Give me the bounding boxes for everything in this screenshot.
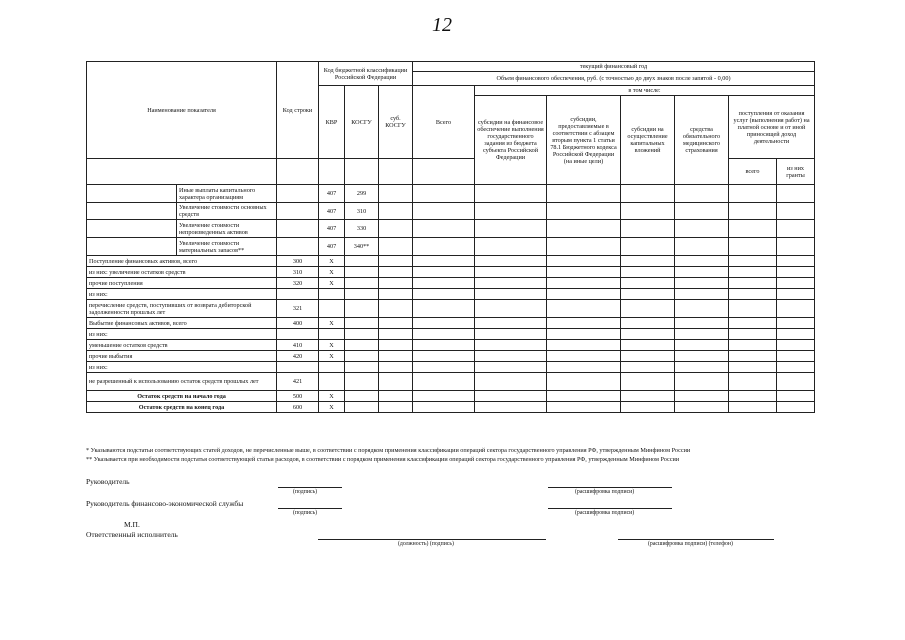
row-value-cell [379,362,413,373]
row-name: из них: увеличение остатков средств [87,267,277,278]
header-including: в том числе: [475,86,815,96]
row-value-cell [475,300,547,318]
row-value-cell [379,391,413,402]
executor-label: Ответственный исполнитель [86,530,178,539]
row-value-cell [621,373,675,391]
row-code: 421 [277,373,319,391]
row-value-cell [547,402,621,413]
header-sub2: субсидии, предоставляемые в соответствии с абзацем вторым пункта 1 статьи 78.1 Бюджетного кодекса Российской Федерации (на иные цели) [547,96,621,185]
row-value-cell [777,267,815,278]
row-value-cell [777,329,815,340]
row-spacer [87,220,177,238]
row-value-cell [547,373,621,391]
row-value-cell [621,203,675,220]
row-value-cell [621,329,675,340]
header-total: Всего [413,86,475,159]
row-kvr: X [319,391,345,402]
row-spacer [87,203,177,220]
row-value-cell [729,289,777,300]
row-kosgu [345,256,379,267]
footnote-2: ** Указывается при необходимости подстатья соответствующей статьи расходов, в соответствии с порядком применения классификации операций сектора государственного управления РФ, утвержденным Минфином России [86,456,680,463]
header-income-total: всего [729,159,777,185]
row-name: Иные выплаты капитального характера организациям [177,185,277,203]
row-value-cell [475,391,547,402]
row-kosgu [345,289,379,300]
row-kvr: X [319,278,345,289]
row-value-cell [777,203,815,220]
row-kvr: X [319,267,345,278]
row-name: Увеличение стоимости материальных запасов** [177,238,277,256]
row-kvr [319,300,345,318]
executor-sign-caption: (должность) (подпись) [398,541,454,547]
page-number: 12 [432,14,452,36]
row-value-cell [675,185,729,203]
row-value-cell [621,267,675,278]
row-value-cell [729,185,777,203]
row-value-cell [675,256,729,267]
row-value-cell [379,289,413,300]
row-value-cell [675,340,729,351]
row-value-cell [547,351,621,362]
row-value-cell [777,256,815,267]
row-name: из них: [87,362,277,373]
row-name: Поступление финансовых активов, всего [87,256,277,267]
row-value-cell [675,318,729,329]
header-income-grants: из них гранты [777,159,815,185]
executor-sign-line [318,539,546,540]
row-code: 420 [277,351,319,362]
row-code [277,329,319,340]
row-value-cell [675,278,729,289]
row-value-cell [675,220,729,238]
row-value-cell [379,300,413,318]
header-budget-class: Код бюджетной классификации Российской Федерации [319,62,413,86]
row-value-cell [675,267,729,278]
row-kosgu [345,278,379,289]
row-kvr [319,362,345,373]
row-value-cell [547,300,621,318]
row-kosgu [345,402,379,413]
row-value-cell [675,351,729,362]
row-value-cell [729,256,777,267]
row-value-cell [621,256,675,267]
row-value-cell [547,220,621,238]
row-value-cell [379,373,413,391]
row-value-cell [413,220,475,238]
row-spacer [87,185,177,203]
row-value-cell [547,391,621,402]
table-row [87,329,815,340]
row-code: 320 [277,278,319,289]
header-volume: Объем финансового обеспечения, руб. (с точностью до двух знаков после запятой - 0,00) [413,72,815,86]
header-income: поступления от оказания услуг (выполнения работ) на платной основе и от иной приносящей доход деятельности [729,96,815,159]
row-value-cell [547,185,621,203]
table-row [87,373,815,391]
row-value-cell [777,318,815,329]
head-sign-caption: (подпись) [293,489,318,495]
row-value-cell [675,402,729,413]
table-row [87,238,815,256]
row-value-cell [621,402,675,413]
row-value-cell [413,185,475,203]
row-value-cell [729,362,777,373]
header-current-year: текущий финансовый год [413,62,815,72]
row-value-cell [475,278,547,289]
row-value-cell [379,185,413,203]
fin-sign-line [278,508,342,509]
header-kvr: КВР [319,86,345,159]
row-value-cell [547,203,621,220]
row-value-cell [675,203,729,220]
row-code [277,238,319,256]
row-value-cell [413,256,475,267]
row-kosgu: 330 [345,220,379,238]
row-code: 500 [277,391,319,402]
row-value-cell [379,203,413,220]
row-kosgu [345,340,379,351]
row-value-cell [379,278,413,289]
row-value-cell [379,402,413,413]
table-row [87,278,815,289]
row-value-cell [621,391,675,402]
row-value-cell [729,391,777,402]
row-name: уменьшение остатков средств [87,340,277,351]
row-code: 300 [277,256,319,267]
executor-decode-line [618,539,774,540]
row-value-cell [675,362,729,373]
row-code: 310 [277,267,319,278]
row-value-cell [413,329,475,340]
row-name: прочие выбытия [87,351,277,362]
table-row [87,391,815,402]
row-value-cell [777,220,815,238]
row-value-cell [547,289,621,300]
table-row [87,203,815,220]
row-name: из них: [87,329,277,340]
row-name: из них: [87,289,277,300]
row-value-cell [475,220,547,238]
row-value-cell [475,373,547,391]
row-name: Увеличение стоимости непроизведенных активов [177,220,277,238]
row-value-cell [675,373,729,391]
row-value-cell [379,267,413,278]
row-value-cell [475,329,547,340]
row-value-cell [777,373,815,391]
row-value-cell [621,300,675,318]
row-value-cell [777,289,815,300]
row-name: Остаток средств на начало года [87,391,277,402]
row-name: не разрешенный к использованию остаток средств прошлых лет [87,373,277,391]
row-value-cell [475,256,547,267]
row-value-cell [621,289,675,300]
row-kvr [319,373,345,391]
fin-head-label: Руководитель финансово-экономической службы [86,499,244,508]
row-value-cell [675,289,729,300]
table-row [87,402,815,413]
row-value-cell [475,238,547,256]
row-code [277,220,319,238]
row-kosgu [345,351,379,362]
row-value-cell [413,373,475,391]
row-kvr: 407 [319,238,345,256]
footnote-1: * Указываются подстатьи соответствующих статей доходов, не перечисленные выше, в соответствии с порядком применения классификации операций сектора государственного управления РФ, утвержденным Минфином России [86,447,691,454]
row-value-cell [475,267,547,278]
row-kosgu [345,300,379,318]
row-kosgu: 310 [345,203,379,220]
row-value-cell [379,351,413,362]
row-value-cell [413,300,475,318]
row-value-cell [729,203,777,220]
row-value-cell [475,362,547,373]
table-row [87,220,815,238]
row-value-cell [413,340,475,351]
table-row [87,256,815,267]
row-kosgu [345,391,379,402]
header-sub3: субсидии на осуществление капитальных вложений [621,96,675,185]
row-code [277,203,319,220]
row-value-cell [413,402,475,413]
row-kosgu: 340** [345,238,379,256]
row-value-cell [379,220,413,238]
row-value-cell [413,267,475,278]
row-value-cell [413,362,475,373]
row-value-cell [475,185,547,203]
row-value-cell [475,289,547,300]
row-value-cell [777,278,815,289]
row-value-cell [729,329,777,340]
header-code: Код строки [277,62,319,159]
row-value-cell [379,329,413,340]
row-value-cell [547,340,621,351]
row-value-cell [729,318,777,329]
row-value-cell [413,238,475,256]
row-value-cell [379,340,413,351]
row-value-cell [621,318,675,329]
row-value-cell [777,300,815,318]
row-value-cell [547,238,621,256]
row-value-cell [413,278,475,289]
row-kvr: X [319,340,345,351]
row-value-cell [621,278,675,289]
plan-table [86,61,815,413]
row-value-cell [621,362,675,373]
row-value-cell [675,300,729,318]
row-value-cell [547,329,621,340]
row-value-cell [547,362,621,373]
row-kosgu: 299 [345,185,379,203]
row-value-cell [379,318,413,329]
row-code [277,185,319,203]
row-kvr: X [319,318,345,329]
row-value-cell [729,278,777,289]
row-code: 410 [277,340,319,351]
table-row [87,318,815,329]
row-value-cell [413,318,475,329]
row-value-cell [675,329,729,340]
row-value-cell [379,256,413,267]
table-row [87,362,815,373]
table-row [87,267,815,278]
row-value-cell [729,220,777,238]
row-value-cell [777,391,815,402]
head-decode-line [548,487,672,488]
row-value-cell [475,351,547,362]
row-kvr: X [319,256,345,267]
row-value-cell [621,220,675,238]
stamp-label: М.П. [124,520,140,529]
table-row [87,289,815,300]
fin-decode-caption: (расшифровка подписи) [575,510,635,516]
head-decode-caption: (расшифровка подписи) [575,489,635,495]
header-sub1: субсидии на финансовое обеспечение выполнения государственного задания из бюджета субъекта Российской Федерации [475,96,547,185]
footnotes [86,446,816,464]
header-oms: средства обязательного медицинского страхования [675,96,729,185]
row-value-cell [777,351,815,362]
row-value-cell [547,267,621,278]
row-kvr [319,329,345,340]
row-value-cell [475,340,547,351]
row-name: Увеличение стоимости основных средств [177,203,277,220]
row-value-cell [413,289,475,300]
row-name: Выбытие финансовых активов, всего [87,318,277,329]
fin-sign-caption: (подпись) [293,510,318,516]
row-kvr: X [319,402,345,413]
row-kvr: X [319,351,345,362]
row-kosgu [345,318,379,329]
row-kosgu [345,267,379,278]
row-value-cell [729,373,777,391]
row-value-cell [729,351,777,362]
head-label: Руководитель [86,477,130,486]
head-sign-line [278,487,342,488]
row-value-cell [547,256,621,267]
row-value-cell [777,238,815,256]
row-value-cell [777,402,815,413]
row-value-cell [777,362,815,373]
row-name: перечисление средств, поступивших от возврата дебиторской задолженности прошлых лет [87,300,277,318]
header-name: Наименование показателя [87,62,277,159]
row-value-cell [475,402,547,413]
row-value-cell [379,238,413,256]
row-value-cell [621,185,675,203]
row-code: 321 [277,300,319,318]
row-value-cell [675,391,729,402]
row-value-cell [475,318,547,329]
executor-decode-caption: (расшифровка подписи) (телефон) [648,541,733,547]
row-value-cell [729,267,777,278]
row-value-cell [547,318,621,329]
row-name: Остаток средств на конец года [87,402,277,413]
row-code [277,289,319,300]
row-value-cell [675,238,729,256]
row-value-cell [729,340,777,351]
table-row [87,300,815,318]
row-code: 400 [277,318,319,329]
table-row [87,340,815,351]
row-kvr: 407 [319,185,345,203]
row-kosgu [345,362,379,373]
row-kosgu [345,373,379,391]
fin-decode-line [548,508,672,509]
row-value-cell [621,351,675,362]
row-kvr: 407 [319,220,345,238]
row-kvr [319,289,345,300]
table-row [87,185,815,203]
row-code: 600 [277,402,319,413]
row-kosgu [345,329,379,340]
row-kvr: 407 [319,203,345,220]
row-value-cell [413,203,475,220]
row-value-cell [621,238,675,256]
row-spacer [87,238,177,256]
row-value-cell [621,340,675,351]
row-value-cell [777,340,815,351]
row-value-cell [777,185,815,203]
header-sub-kosgu: суб. КОСГУ [379,86,413,159]
row-value-cell [729,238,777,256]
row-name: прочие поступления [87,278,277,289]
row-value-cell [413,351,475,362]
table-row [87,351,815,362]
header-kosgu: КОСГУ [345,86,379,159]
row-value-cell [475,203,547,220]
row-value-cell [729,300,777,318]
row-value-cell [729,402,777,413]
row-value-cell [547,278,621,289]
row-value-cell [413,391,475,402]
row-code [277,362,319,373]
